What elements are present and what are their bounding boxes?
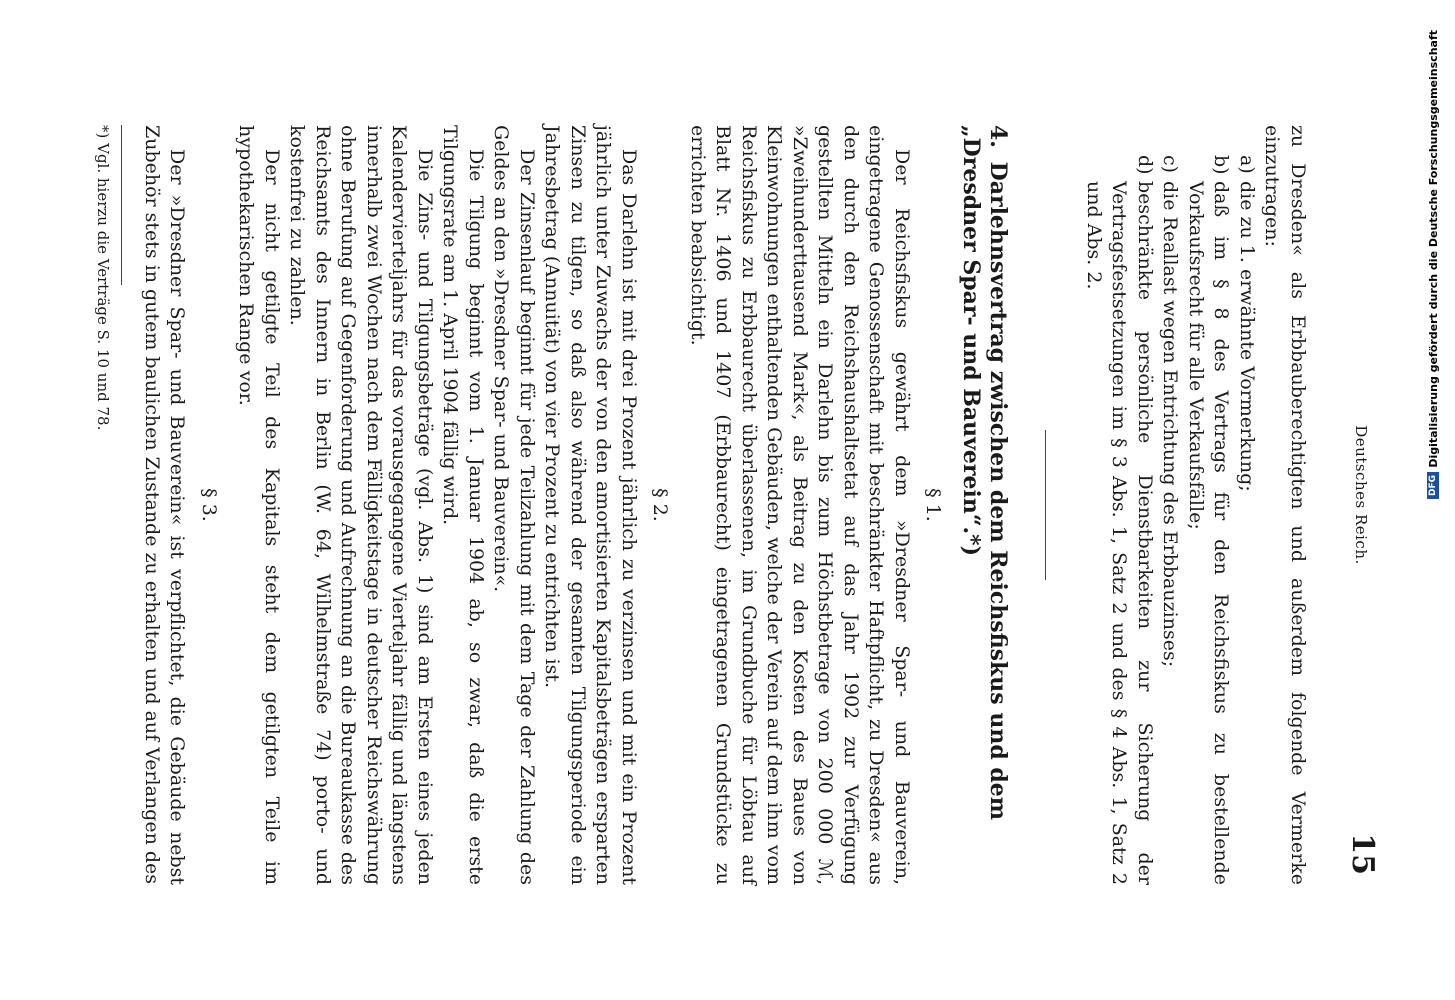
dfg-credit (1427, 30, 1440, 499)
section-number: 4. (985, 125, 1012, 148)
entry-list (1081, 125, 1260, 885)
list-item (1081, 155, 1158, 885)
section-divider (1046, 430, 1047, 580)
paragraph-2-text-3: Die Tilgung beginnt vom 1. Januar 1904 ab, so zwar, daß die erste Tilgungsrate am 1. April 1904 fällig wird. (439, 125, 487, 885)
list-item-marker: b) (1210, 155, 1233, 175)
paragraph-3-text-1: Der »Dresdner Spar- und Bauverein« ist verpflichtet, die Gebäude nebst Zubehör stets in gutem baulichen Zustande zu erhalten und auf Verlangen des (141, 125, 189, 885)
paragraph-1-text: Der Reichsfiskus gewährt dem »Dresdner Spar- und Bauverein, eingetragene Genossenschaft mit beschränkter Haftpflicht, zu Dresden« aus den durch den Reichshaushaltsetat auf das Jahr 1902 zur Verfügung gestellten Mitteln ein Darlehn bis zum Höchstbetrage von 200 000 ℳ, »Zweihunderttausend Mark«, als Beitrag zu den Kosten des Baues von Kleinwohnungen enthaltenden Gebäuden, welche der Verein auf dem ihm vom Reichsfiskus zu Erbbaurecht überlassenen, im Grundbuche für Löbtau auf Blatt Nr. 1406 und 1407 (Erbbaurecht) eingetragenen Grundstücke zu errichten beabsichtigt. (687, 125, 913, 885)
dfg-logo: DFG (1428, 472, 1440, 499)
page-number: 15 (1345, 833, 1380, 875)
section-title: Darlehnsvertrag zwischen dem Reichsfiskus und dem „Dresdner Spar- und Bauverein“.*) (958, 125, 1012, 821)
footnote-divider (122, 125, 123, 285)
list-item-marker: a) (1236, 155, 1258, 174)
list-item-marker: d) (1134, 155, 1156, 175)
list-item (1183, 155, 1234, 885)
list-item-text: die Reallast wegen Entrichtung des Erbbauzinses; (1159, 181, 1182, 668)
list-item-text: beschränkte persönliche Dienstbarkeiten zur Sicherung der Vertragsfestsetzungen im § 3 Abs. 1, Satz 2 und des § 4 Abs. 1, Satz 2 und Abs. 2. (1083, 181, 1156, 885)
paragraph-2-text-5: Der nicht getilgte Teil des Kapitals steht dem getilgten Teile im hypothekarischen Range vor. (235, 125, 283, 885)
list-item-text: die zu 1. erwähnte Vormerkung; (1236, 181, 1258, 492)
paragraph-heading-1: § 1. (922, 488, 945, 522)
list-item-text: daß im § 8 des Vertrags für den Reichsfiskus zu bestellende Vorkaufsrecht für alle Verkaufsfälle; (1185, 181, 1233, 885)
paragraph-heading-3: § 3. (198, 488, 220, 522)
page-body (94, 125, 1311, 885)
dfg-credit-text: Digitalisierung gefördert durch die Deutsche Forschungsgemeinschaft (1427, 30, 1440, 468)
list-item (1157, 155, 1183, 885)
section-heading (958, 125, 1012, 885)
paragraph-2-text-2: Der Zinsenlauf beginnt für jede Teilzahlung mit dem Tage der Zahlung des Geldes an den »Dresdner Spar- und Bauverein«. (490, 125, 538, 885)
paragraph-heading-2: § 2. (649, 488, 672, 522)
list-item (1234, 155, 1260, 885)
list-item-marker: c) (1159, 155, 1182, 174)
paragraph-2-text-4: Die Zins- und Tilgungsbeträge (vgl. Abs. 1) sind am Ersten eines jeden Kalendervierteljahrs für das vorausgegangene Vierteljahr fällig und längstens innerhalb zwei Wochen nach dem Fälligkeitstage in deutscher Reichswährung ohne Berufung auf Gegenforderung und Aufrechnung an die Bureaukasse des Reichsamts des Innern in Berlin (W. 64, Wilhelmstraße 74) porto- und kostenfrei zu zahlen. (286, 125, 436, 885)
paragraph-2-text-1: Das Darlehn ist mit drei Prozent jährlich zu verzinsen und mit ein Prozent jährlich unter Zuwachs der von den amortisierten Kapitalsbeträgen ersparten Zinsen zu tilgen, so daß also während der gesamten Tilgungsperiode ein Jahresbetrag (Annuität) von vier Prozent zu entrichten ist. (541, 125, 640, 885)
intro-paragraph: zu Dresden« als Erbbauberechtigten und außerdem folgende Vermerke einzutragen: (1261, 125, 1309, 885)
running-head: Deutsches Reich. (1352, 425, 1370, 565)
footnote: *) Vgl. hierzu die Verträge S. 10 und 78. (94, 125, 113, 431)
rotated-page (80, 95, 1380, 935)
page-header (1320, 115, 1380, 875)
